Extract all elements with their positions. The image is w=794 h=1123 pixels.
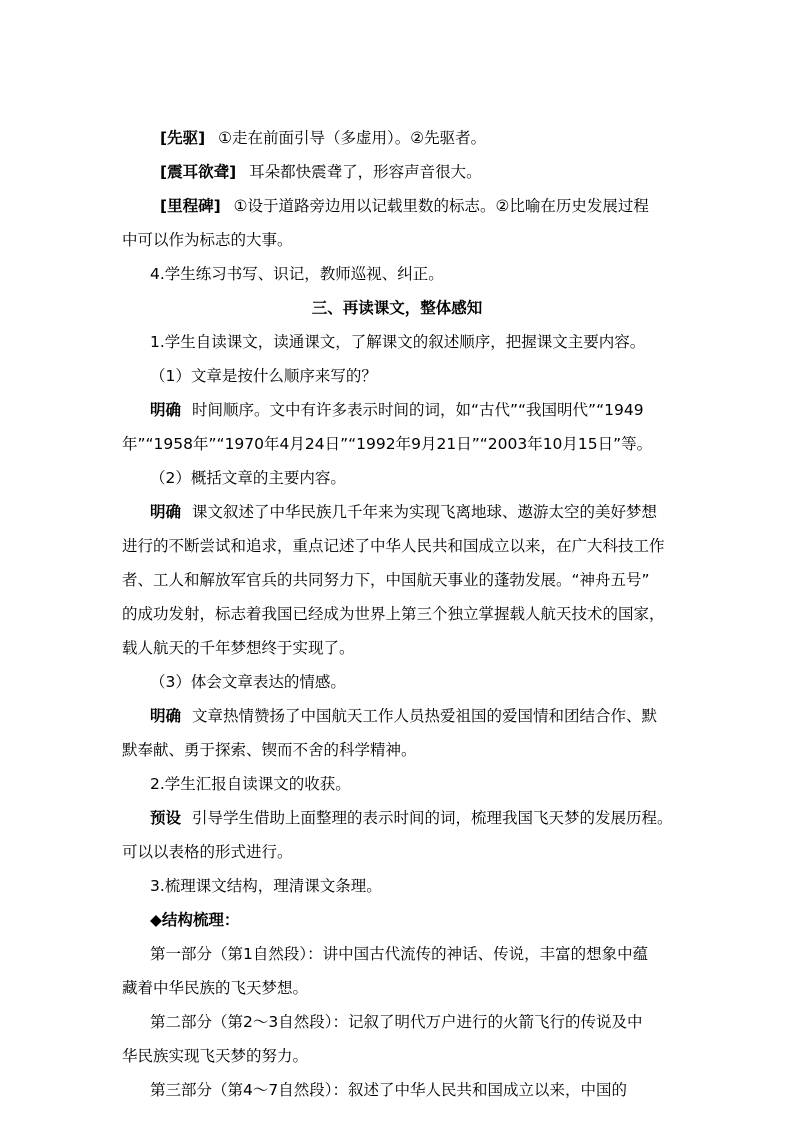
vocab-term: [里程碑]: [160, 197, 221, 215]
preset: [150, 808, 672, 828]
question-3: （3）体会文章表达的情感。: [150, 673, 346, 691]
answer-label: 明确: [150, 401, 182, 419]
answer-label: 明确: [150, 503, 182, 521]
vocab-entry-lichengbei: [160, 196, 649, 216]
structure-part-1: 第一部分（第1自然段）：讲中国古代流传的神话、传说，丰富的想象中蕴: [150, 945, 649, 963]
question-1: （1）文章是按什么顺序来写的？: [150, 367, 377, 385]
step-3: 3.梳理课文结构，理清课文条理。: [150, 877, 382, 895]
answer-3: [150, 706, 657, 726]
answer-2-line-4: 的成功发射，标志着我国已经成为世界上第三个独立掌握载人航天技术的国家，: [122, 605, 665, 623]
answer-label: 明确: [150, 707, 182, 725]
vocab-term: [先驱]: [160, 129, 206, 147]
vocab-definition: ①设于道路旁边用以记载里数的标志。②比喻在历史发展过程: [233, 197, 649, 215]
vocab-entry-xianqu: [160, 128, 486, 148]
answer-1: [150, 400, 644, 420]
vocab-entry-zheneryulong: [160, 162, 482, 182]
structure-heading: ◆结构梳理：: [150, 911, 240, 929]
structure-part-2-cont: 华民族实现飞天梦的努力。: [122, 1047, 309, 1065]
answer-text: 文章热情赞扬了中国航天工作人员热爱祖国的爱国情和团结合作、默: [191, 707, 657, 725]
vocab-term: [震耳欲聋]: [160, 163, 237, 181]
vocab-definition: 耳朵都快震聋了，形容声音很大。: [249, 163, 482, 181]
answer-2-line-5: 载人航天的千年梦想终于实现了。: [122, 639, 355, 657]
vocab-definition-cont: 中可以作为标志的大事。: [122, 231, 293, 249]
vocab-definition: ①走在前面引导（多虚用）。②先驱者。: [218, 129, 487, 147]
step-4: 4.学生练习书写、识记，教师巡视、纠正。: [150, 265, 444, 283]
step-2: 2.学生汇报自读课文的收获。: [150, 775, 351, 793]
answer-2: [150, 502, 657, 522]
answer-2-line-2: 进行的不断尝试和追求，重点记述了中华人民共和国成立以来，在广大科技工作: [122, 537, 665, 555]
preset-label: 预设: [150, 809, 182, 827]
answer-3-cont: 默奉献、勇于探索、锲而不舍的科学精神。: [122, 741, 417, 759]
step-1: 1.学生自读课文，读通课文，了解课文的叙述顺序，把握课文主要内容。: [150, 333, 646, 351]
section-title: 三、再读课文，整体感知: [311, 299, 483, 317]
structure-part-3: 第三部分（第4～7自然段）：叙述了中华人民共和国成立以来，中国的: [150, 1081, 627, 1099]
answer-text: 课文叙述了中华民族几千年来为实现飞离地球、遨游太空的美好梦想: [191, 503, 657, 521]
structure-part-2: 第二部分（第2～3自然段）：记叙了明代万户进行的火箭飞行的传说及中: [150, 1013, 643, 1031]
answer-2-line-3: 者、工人和解放军官兵的共同努力下，中国航天事业的蓬勃发展。“神舟五号”: [122, 571, 650, 589]
structure-part-1-cont: 藏着中华民族的飞天梦想。: [122, 979, 309, 997]
preset-cont: 可以以表格的形式进行。: [122, 843, 293, 861]
answer-text: 时间顺序。文中有许多表示时间的词，如“古代”“我国明代”“1949: [191, 401, 644, 419]
question-2: （2）概括文章的主要内容。: [150, 469, 346, 487]
preset-text: 引导学生借助上面整理的表示时间的词，梳理我国飞天梦的发展历程。: [191, 809, 673, 827]
answer-1-cont: 年”“1958年”“1970年4月24日”“1992年9月21日”“2003年10月15日”等。: [122, 435, 653, 453]
